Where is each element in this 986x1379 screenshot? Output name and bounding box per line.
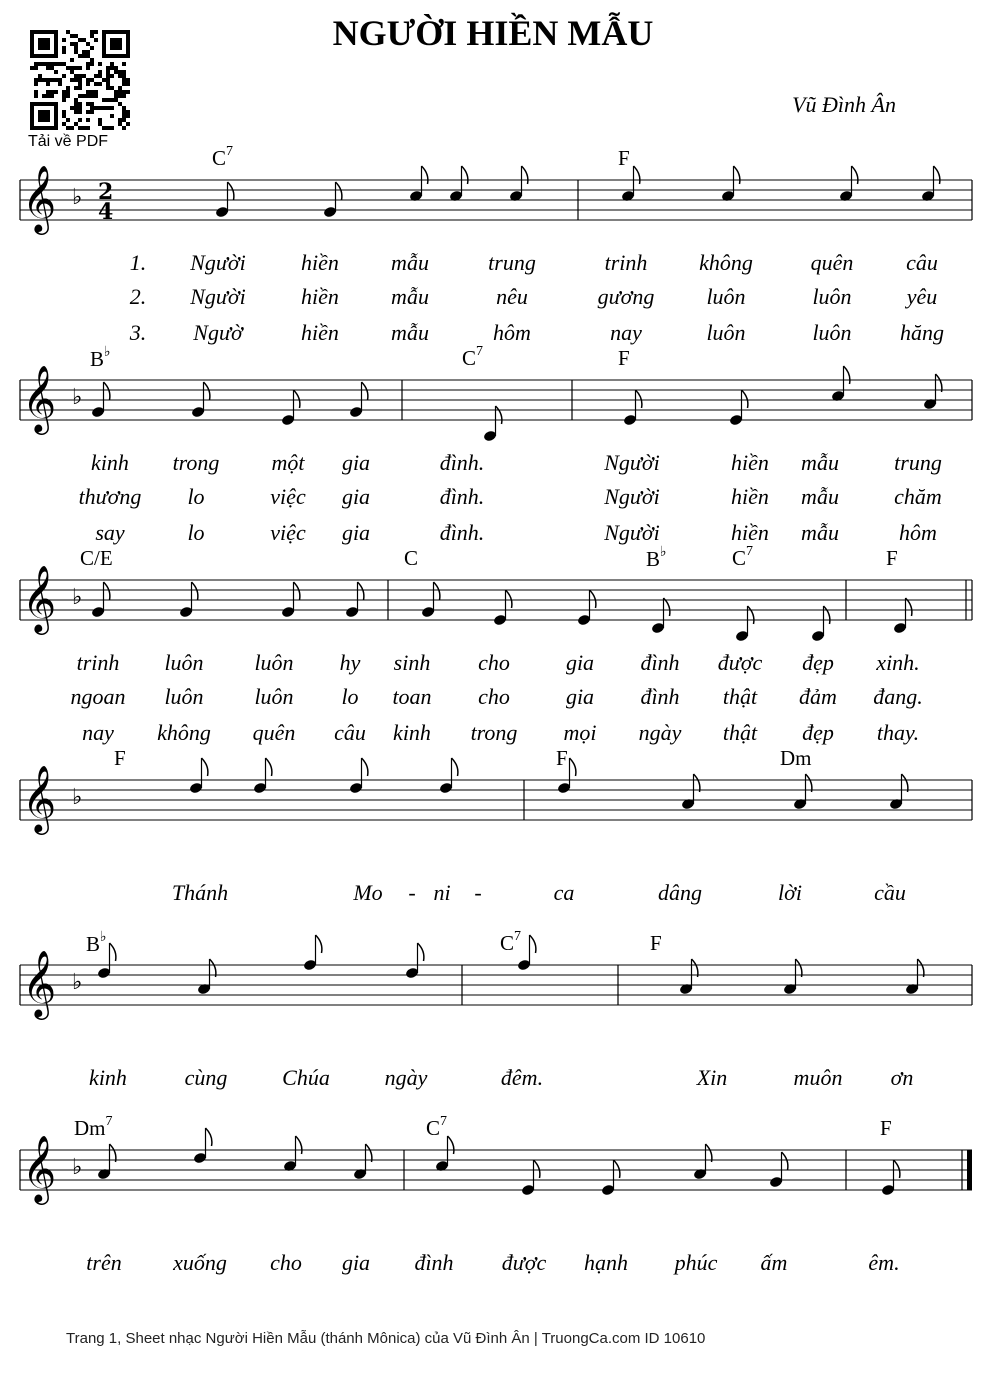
- note-flag: [506, 590, 512, 608]
- lyric-syllable: hôm: [493, 320, 531, 345]
- chord-name: C: [404, 546, 419, 570]
- lyric-syllable: 3.: [129, 320, 147, 345]
- final-bar-line: [967, 1150, 972, 1190]
- lyric-syllable: hiền: [301, 250, 339, 275]
- note-flag: [418, 943, 424, 961]
- lyric-syllable: luôn: [164, 650, 204, 675]
- staff-notation: [0, 935, 986, 1125]
- chord-symbol: [426, 1116, 447, 1141]
- lyric-syllable: đình: [640, 684, 680, 709]
- lyric-syllable: hy: [339, 650, 361, 675]
- lyric-syllable: việc: [270, 520, 306, 545]
- lyric-syllable: ngoan: [70, 684, 126, 709]
- lyric-syllable: gương: [597, 284, 655, 309]
- chord-modifier: 7: [440, 1114, 448, 1129]
- note-flag: [192, 582, 198, 600]
- lyric-syllable: Xin: [696, 1065, 728, 1090]
- chord-symbol: [80, 546, 113, 571]
- qr-code-icon[interactable]: [30, 30, 130, 130]
- page-footer: Trang 1, Sheet nhạc Người Hiền Mẫu (thánh Mônica) của Vũ Đình Ân | TruongCa.com ID 10610: [66, 1330, 706, 1347]
- note-flag: [906, 598, 912, 616]
- lyric-syllable: -: [474, 880, 482, 905]
- lyric-syllable: hiền: [731, 484, 769, 509]
- lyric-syllable: đêm.: [500, 1065, 544, 1090]
- chord-name: B: [90, 347, 105, 371]
- chord-name: B: [86, 932, 101, 956]
- lyric-syllable: kinh: [91, 450, 129, 475]
- lyric-syllable: đảm: [799, 684, 837, 709]
- note-flag: [694, 774, 700, 792]
- song-title: NGƯỜI HIỀN MẪU: [332, 13, 654, 53]
- lyric-syllable: mọi: [563, 720, 597, 745]
- lyric-syllable: đình.: [439, 450, 485, 475]
- chord-name: F: [618, 346, 630, 370]
- lyric-syllable: hiền: [731, 450, 769, 475]
- lyric-syllable: hiền: [731, 520, 769, 545]
- lyric-syllable: gia: [341, 484, 371, 509]
- lyric-syllable: 1.: [129, 250, 147, 275]
- note-flag: [634, 166, 640, 184]
- lyric-syllable: luôn: [812, 320, 852, 345]
- note-flag: [296, 1136, 302, 1154]
- lyric-syllable: gia: [341, 450, 371, 475]
- note-flag: [462, 166, 468, 184]
- lyric-syllable: luôn: [812, 284, 852, 309]
- note-flag: [936, 374, 942, 392]
- chord-symbol: [886, 546, 898, 571]
- chord-symbol: [556, 746, 568, 771]
- lyric-syllable: muôn: [793, 1065, 843, 1090]
- chord-modifier: 7: [105, 1114, 113, 1129]
- lyric-syllable: Người: [190, 250, 246, 275]
- lyric-line: [0, 484, 986, 514]
- note-flag: [692, 959, 698, 977]
- lyric-syllable: một: [271, 450, 305, 475]
- lyric-syllable: nêu: [496, 284, 528, 309]
- chord-symbol: [114, 746, 126, 771]
- chord-name: F: [618, 146, 630, 170]
- time-signature-bottom: 4: [98, 199, 114, 225]
- lyric-syllable: toan: [392, 684, 432, 709]
- time-signature-top: 2: [98, 179, 114, 205]
- note-flag: [362, 382, 368, 400]
- staff-system: [0, 144, 986, 345]
- note-flag: [434, 582, 440, 600]
- chord-symbol: [212, 146, 233, 171]
- note-flag: [210, 959, 216, 977]
- chord-name: F: [650, 931, 662, 955]
- note-flag: [748, 606, 754, 624]
- download-pdf-link[interactable]: Tải về PDF: [28, 133, 109, 150]
- note-flag: [522, 166, 528, 184]
- chord-name: F: [556, 746, 568, 770]
- chord-symbol: [618, 146, 630, 171]
- chord-symbol: [500, 931, 521, 956]
- note-flag: [104, 582, 110, 600]
- chord-name: B: [646, 547, 661, 571]
- lyric-syllable: được: [717, 650, 763, 675]
- note-flag: [742, 390, 748, 408]
- lyric-syllable: thương: [78, 484, 142, 509]
- chord-name: F: [114, 746, 126, 770]
- lyric-syllable: 2.: [129, 284, 147, 309]
- lyric-syllable: cùng: [184, 1065, 228, 1090]
- note-flag: [448, 1136, 454, 1154]
- lyric-syllable: quên: [810, 250, 854, 275]
- lyric-syllable: cho: [478, 650, 510, 675]
- lyric-syllable: Người: [604, 450, 660, 475]
- note-flag: [614, 1160, 620, 1178]
- lyric-syllable: mẫu: [391, 250, 429, 275]
- chord-symbol: [404, 546, 418, 571]
- lyric-syllable: êm.: [868, 1250, 900, 1275]
- lyric-syllable: trong: [470, 720, 518, 745]
- note-flag: [806, 774, 812, 792]
- lyric-syllable: trung: [894, 450, 942, 475]
- lyric-line: [0, 284, 986, 314]
- note-flag: [452, 758, 458, 776]
- lyric-syllable: đình.: [439, 484, 485, 509]
- lyric-line: [0, 450, 986, 480]
- lyric-syllable: hiền: [301, 320, 339, 345]
- lyric-syllable: mẫu: [391, 320, 429, 345]
- lyric-syllable: được: [501, 1250, 547, 1275]
- lyric-syllable: Người: [604, 484, 660, 509]
- chord-symbol: [650, 931, 662, 956]
- lyric-syllable: xuống: [173, 1250, 227, 1275]
- lyric-line: [0, 1065, 986, 1095]
- chord-name: C/E: [80, 546, 113, 570]
- lyric-syllable: yêu: [906, 284, 938, 309]
- key-signature-flat-icon: ♭: [72, 1155, 83, 1180]
- lyric-syllable: nay: [610, 320, 642, 345]
- lyric-line: [0, 880, 986, 910]
- staff-system: [0, 1114, 986, 1310]
- lyric-syllable: sinh: [393, 650, 431, 675]
- note-flag: [496, 406, 502, 424]
- key-signature-flat-icon: ♭: [72, 385, 83, 410]
- key-signature-flat-icon: ♭: [72, 785, 83, 810]
- lyric-line: [0, 320, 986, 350]
- staff-system: [0, 929, 986, 1125]
- note-flag: [316, 935, 322, 953]
- lyric-syllable: lo: [341, 684, 359, 709]
- note-flag: [706, 1144, 712, 1162]
- lyric-syllable: trên: [86, 1250, 122, 1275]
- note-flag: [782, 1152, 788, 1170]
- note-flag: [734, 166, 740, 184]
- lyric-syllable: gia: [341, 520, 371, 545]
- lyric-syllable: gia: [565, 650, 595, 675]
- lyric-line: [0, 1250, 986, 1280]
- lyric-syllable: trong: [172, 450, 220, 475]
- note-flag: [590, 590, 596, 608]
- lyric-syllable: -: [408, 880, 416, 905]
- lyric-syllable: Thánh: [171, 880, 229, 905]
- lyric-syllable: luôn: [706, 284, 746, 309]
- staff-notation: [0, 750, 986, 940]
- lyric-syllable: ca: [553, 880, 575, 905]
- lyric-syllable: kinh: [393, 720, 431, 745]
- lyric-syllable: lời: [778, 880, 802, 905]
- note-flag: [852, 166, 858, 184]
- chord-name: Dm: [780, 746, 812, 770]
- lyric-syllable: đẹp: [802, 720, 834, 745]
- note-flag: [366, 1144, 372, 1162]
- chord-modifier: 7: [746, 544, 754, 559]
- note-flag: [110, 1144, 116, 1162]
- lyric-syllable: ấm: [760, 1250, 788, 1275]
- lyric-syllable: đình: [414, 1250, 454, 1275]
- chord-name: C: [426, 1116, 441, 1140]
- lyric-syllable: không: [699, 250, 753, 275]
- chord-name: C: [500, 931, 515, 955]
- treble-clef-icon: 𝄞: [22, 164, 57, 232]
- lyric-syllable: Chúa: [282, 1065, 330, 1090]
- note-flag: [206, 1128, 212, 1146]
- key-signature-flat-icon: ♭: [72, 185, 83, 210]
- lyric-syllable: say: [95, 520, 125, 545]
- lyric-syllable: lo: [187, 484, 205, 509]
- lyric-syllable: đang.: [873, 684, 923, 709]
- lyric-line: [0, 684, 986, 714]
- lyric-syllable: trinh: [604, 250, 648, 275]
- chord-symbol: [880, 1116, 892, 1141]
- note-flag: [570, 758, 576, 776]
- note-flag: [358, 582, 364, 600]
- note-flag: [266, 758, 272, 776]
- lyric-syllable: mẫu: [801, 484, 839, 509]
- lyric-syllable: ngày: [638, 720, 682, 745]
- chord-modifier: ♭: [100, 930, 107, 945]
- chord-symbol: [86, 931, 107, 957]
- lyric-line: [0, 720, 986, 750]
- note-flag: [422, 166, 428, 184]
- note-flag: [902, 774, 908, 792]
- chord-modifier: ♭: [104, 345, 111, 360]
- lyric-syllable: ni: [433, 880, 451, 905]
- lyric-syllable: lo: [187, 520, 205, 545]
- lyric-syllable: ơn: [890, 1065, 914, 1090]
- note-flag: [294, 390, 300, 408]
- lyric-syllable: xinh.: [876, 650, 920, 675]
- staff-system: [0, 746, 986, 940]
- chord-symbol: [618, 346, 630, 371]
- lyric-syllable: Mo: [353, 880, 383, 905]
- note-flag: [894, 1160, 900, 1178]
- staff-notation: [0, 1120, 986, 1310]
- lyric-syllable: đình: [640, 650, 680, 675]
- lyric-line: [0, 650, 986, 680]
- lyric-syllable: gia: [565, 684, 595, 709]
- lyric-syllable: cầu: [874, 880, 906, 905]
- lyric-syllable: hôm: [899, 520, 937, 545]
- lyric-syllable: cho: [270, 1250, 302, 1275]
- note-flag: [796, 959, 802, 977]
- chord-symbol: [462, 346, 483, 371]
- lyric-syllable: Ngườ: [193, 320, 243, 345]
- note-flag: [530, 935, 536, 953]
- lyric-syllable: phúc: [674, 1250, 718, 1275]
- lyric-syllable: trung: [488, 250, 536, 275]
- staff-system: [0, 544, 986, 745]
- note-flag: [110, 943, 116, 961]
- lyric-syllable: mẫu: [391, 284, 429, 309]
- lyric-syllable: mẫu: [801, 450, 839, 475]
- lyric-syllable: hăng: [900, 320, 944, 345]
- lyric-syllable: chăm: [894, 484, 942, 509]
- chord-symbol: [74, 1116, 113, 1141]
- note-flag: [294, 582, 300, 600]
- lyric-line: [0, 520, 986, 550]
- lyric-syllable: câu: [334, 720, 366, 745]
- treble-clef-icon: 𝄞: [22, 764, 57, 832]
- note-flag: [824, 606, 830, 624]
- chord-modifier: 7: [226, 144, 234, 159]
- chord-modifier: 7: [514, 929, 522, 944]
- chord-name: C: [732, 546, 747, 570]
- lyric-syllable: đẹp: [802, 650, 834, 675]
- lyric-syllable: thật: [722, 684, 758, 709]
- note-flag: [918, 959, 924, 977]
- chord-symbol: [780, 746, 812, 771]
- note-flag: [204, 382, 210, 400]
- lyric-syllable: luôn: [164, 684, 204, 709]
- lyric-syllable: luôn: [706, 320, 746, 345]
- lyric-line: [0, 250, 986, 280]
- treble-clef-icon: 𝄞: [22, 364, 57, 432]
- note-flag: [228, 182, 234, 200]
- lyric-syllable: dâng: [658, 880, 702, 905]
- lyric-syllable: không: [157, 720, 211, 745]
- staff-system: [0, 344, 986, 545]
- composer-name: Vũ Đình Ân: [792, 92, 896, 117]
- lyric-syllable: quên: [252, 720, 296, 745]
- treble-clef-icon: 𝄞: [22, 1134, 57, 1202]
- note-flag: [336, 182, 342, 200]
- chord-symbol: [646, 546, 667, 572]
- note-flag: [636, 390, 642, 408]
- lyric-syllable: câu: [906, 250, 938, 275]
- lyric-syllable: ngày: [384, 1065, 428, 1090]
- chord-symbol: [90, 346, 111, 372]
- lyric-syllable: Người: [604, 520, 660, 545]
- lyric-syllable: cho: [478, 684, 510, 709]
- note-flag: [362, 758, 368, 776]
- lyric-syllable: đình.: [439, 520, 485, 545]
- note-flag: [202, 758, 208, 776]
- lyric-syllable: luôn: [254, 650, 294, 675]
- lyric-syllable: hiền: [301, 284, 339, 309]
- note-flag: [104, 382, 110, 400]
- lyric-syllable: thật: [722, 720, 758, 745]
- note-flag: [934, 166, 940, 184]
- chord-symbol: [732, 546, 753, 571]
- note-flag: [534, 1160, 540, 1178]
- chord-name: F: [880, 1116, 892, 1140]
- key-signature-flat-icon: ♭: [72, 585, 83, 610]
- chord-name: C: [212, 146, 227, 170]
- chord-name: Dm: [74, 1116, 106, 1140]
- chord-modifier: 7: [476, 344, 484, 359]
- lyric-syllable: việc: [270, 484, 306, 509]
- treble-clef-icon: 𝄞: [22, 564, 57, 632]
- lyric-syllable: trinh: [76, 650, 120, 675]
- chord-name: C: [462, 346, 477, 370]
- note-flag: [664, 598, 670, 616]
- lyric-syllable: kinh: [89, 1065, 127, 1090]
- lyric-syllable: thay.: [876, 720, 920, 745]
- lyric-syllable: hạnh: [584, 1250, 628, 1275]
- chord-modifier: ♭: [660, 545, 667, 560]
- chord-name: F: [886, 546, 898, 570]
- treble-clef-icon: 𝄞: [22, 949, 57, 1017]
- key-signature-flat-icon: ♭: [72, 970, 83, 995]
- lyric-syllable: gia: [341, 1250, 371, 1275]
- note-flag: [844, 366, 850, 384]
- lyric-syllable: Người: [190, 284, 246, 309]
- lyric-syllable: mẫu: [801, 520, 839, 545]
- lyric-syllable: nay: [82, 720, 114, 745]
- lyric-syllable: luôn: [254, 684, 294, 709]
